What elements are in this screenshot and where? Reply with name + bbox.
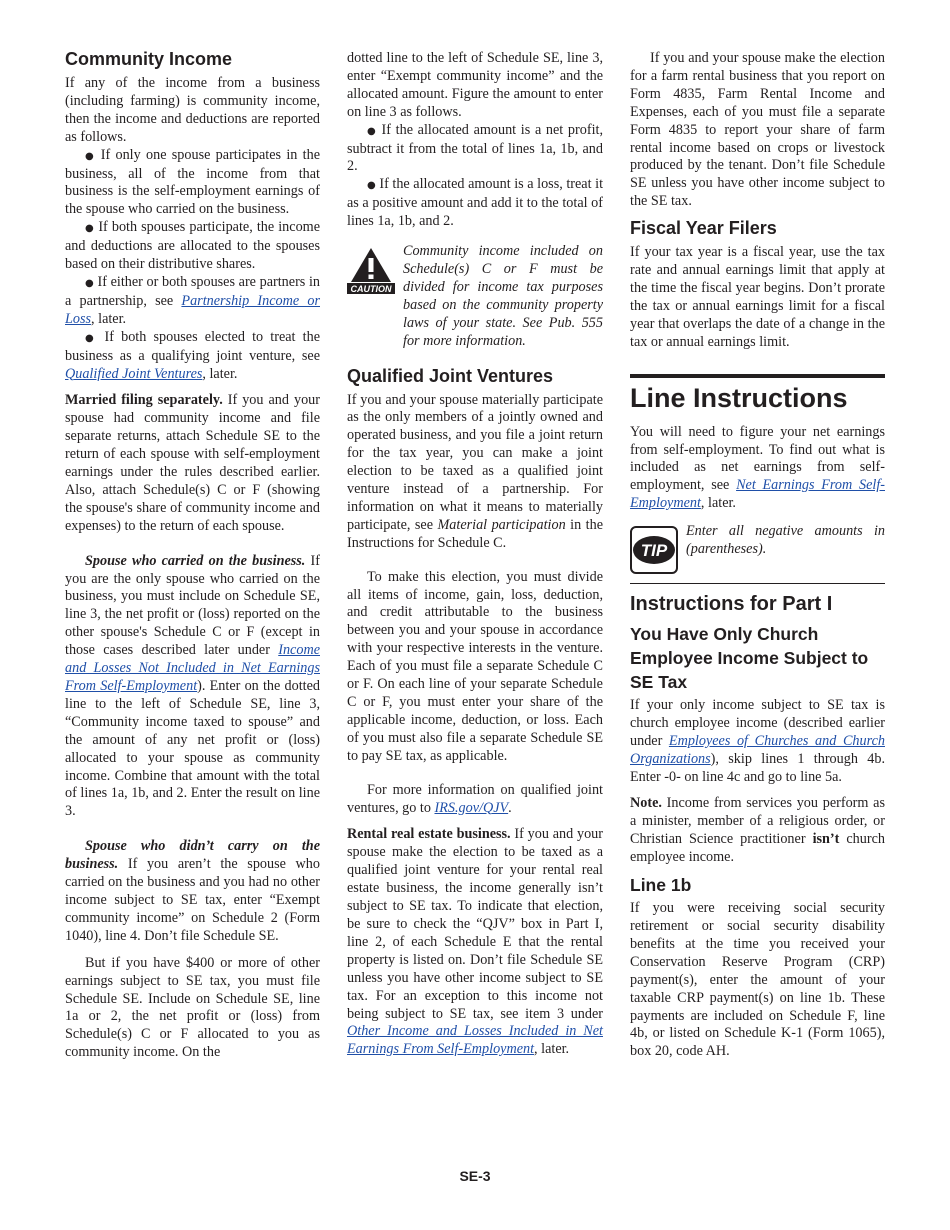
paragraph-text: , later. bbox=[534, 1041, 570, 1058]
page-number: SE-3 bbox=[459, 1168, 491, 1184]
bullet-icon: ● bbox=[85, 332, 98, 344]
bullet-text: If the allocated amount is a net profit, subtract it from the total of lines 1a, 1b, and 2. bbox=[347, 121, 603, 175]
link-other-income-and-losses[interactable]: Other Income and Losses Included in Net Earnings From Self-Employment bbox=[347, 1023, 603, 1058]
caution-callout bbox=[347, 243, 603, 350]
paragraph-spouse-didnt-carry bbox=[65, 838, 320, 945]
paragraph-text: . bbox=[508, 799, 512, 816]
bullet-text: , later. bbox=[91, 310, 127, 327]
bullet-text: If both spouses elected to treat the business as a qualifying joint venture, see bbox=[65, 328, 320, 364]
tip-icon bbox=[630, 526, 678, 580]
run-in-heading: Spouse who carried on the business. bbox=[85, 552, 306, 569]
tip-text: Enter all negative amounts in (parentheses). bbox=[686, 523, 885, 558]
paragraph-text: If you aren’t the spouse who carried on the business and you had no other income subject to SE tax, enter “Exempt community income” on Schedule 2 (Form 1040), line 4. Don’t file Schedule SE. bbox=[65, 856, 320, 944]
run-in-heading: Note. bbox=[630, 795, 662, 812]
heading-line-instructions: Line Instructions bbox=[630, 374, 885, 414]
paragraph-text: If you and your spouse had community income and file separate returns, attach Schedule SE to the return of each spouse with self-employment earnings under the rules described earlier. Also, attach Schedule(s) C or F (showing the spouse's share of community income and expenses) to the return of each spouse. bbox=[65, 392, 320, 534]
paragraph: If you were receiving social security retirement or social security disability benefits at the time you received your Conservation Reserve Program (CRP) payment(s), enter the amount of your taxable CRP payment(s) on line 1b. These payments are included on Schedule F, line 4b, or listed on Schedule K-1 (Form 1065), box 20, code AH. bbox=[630, 900, 885, 1060]
run-in-heading: Spouse who didn’t carry on the business. bbox=[65, 838, 320, 873]
paragraph-text: For more information on qualified joint ventures, go to bbox=[347, 781, 603, 816]
paragraph: If you and your spouse make the election for a farm rental business that you report on Form 4835, Farm Rental Income and Expenses, each of you must file a separate Form 4835 to report your share of farm rental income based on crops or livestock produced by the tenant. Don’t file Schedule SE unless you have other income subject to the SE tax. bbox=[630, 50, 885, 210]
bullet-text: , later. bbox=[202, 365, 238, 382]
bullet-item bbox=[347, 176, 603, 231]
paragraph bbox=[347, 392, 603, 553]
tip-label: TIP bbox=[640, 541, 668, 561]
run-in-heading: Rental real estate business. bbox=[347, 826, 511, 843]
bullet-text: If the allocated amount is a loss, treat it as a positive amount and add it to the total of lines 1a, 1b, and 2. bbox=[347, 176, 604, 230]
bullet-item bbox=[65, 274, 320, 329]
bullet-item bbox=[65, 329, 320, 384]
paragraph bbox=[630, 697, 885, 787]
bullet-item bbox=[65, 219, 320, 274]
heading-church-employee-income: You Have Only Church Employee Income Subject to SE Tax bbox=[630, 623, 869, 692]
heading-qualified-joint-ventures: Qualified Joint Ventures bbox=[347, 365, 554, 386]
paragraph-text: ). Enter on the dotted line to the left of Schedule SE, line 3, “Community income taxed to spouse” and the amount of any net profit or (loss) allocated to your spouse as community income. Combine that amount with the total of lines 1a, 1b, and 2. Enter the result on line 3. bbox=[65, 678, 320, 820]
run-in-heading: Married filing separately. bbox=[65, 392, 223, 409]
heading-line-1b: Line 1b bbox=[630, 875, 692, 896]
paragraph-text: Income from services you perform as a minister, member of a religious order, or Christian Science practitioner bbox=[630, 795, 885, 848]
paragraph: If your tax year is a fiscal year, use the tax rate and annual earnings limit that apply at the time the fiscal year begins. Don’t prorate the tax or annual earnings limit for a fiscal year that overlaps the date of a change in the tax or annual earnings limit. bbox=[630, 244, 885, 350]
column-right bbox=[630, 50, 885, 1061]
column-middle bbox=[347, 50, 603, 1059]
bullet-icon: ● bbox=[85, 223, 95, 235]
tip-callout bbox=[630, 523, 885, 559]
caution-text: Community income included on Schedule(s) C or F must be divided for income tax purposes based on the community property laws of your state. See Pub. 555 for more information. bbox=[403, 243, 603, 349]
paragraph-note bbox=[630, 795, 885, 867]
paragraph: If any of the income from a business (including farming) is community income, then the income and deductions are reported as follows. bbox=[65, 75, 320, 145]
emphasis: isn’t bbox=[812, 831, 840, 848]
paragraph-text: If your only income subject to SE tax is church employee income (described earlier under bbox=[630, 696, 885, 749]
paragraph-text: , later. bbox=[700, 495, 736, 512]
paragraph-rental-real-estate bbox=[347, 826, 603, 1059]
link-irs-qjv[interactable]: IRS.gov/QJV bbox=[434, 799, 509, 816]
link-net-earnings[interactable]: Net Earnings From Self-Employment bbox=[630, 477, 885, 512]
bullet-text: If either or both spouses are partners in a partnership, see bbox=[65, 273, 320, 309]
link-partnership-income-or-loss[interactable]: Partnership Income or Loss bbox=[65, 292, 320, 327]
heading-community-income: Community Income bbox=[65, 49, 233, 69]
heading-fiscal-year-filers: Fiscal Year Filers bbox=[630, 218, 777, 239]
paragraph-text: If you and your spouse materially participate as the only members of a jointly owned and operated business, and you file a joint return for the tax year, you can make a joint election to be taxed as a qualified joint venture instead of a partnership. For information on what it means to materially participate, see bbox=[347, 391, 603, 533]
paragraph: dotted line to the left of Schedule SE, line 3, enter “Exempt community income” and the allocated amount. Figure the amount to enter on line 3 as follows. bbox=[347, 50, 603, 120]
column-left bbox=[65, 46, 320, 1062]
link-income-losses-not-included[interactable]: Income and Losses Not Included in Net Earnings From Self-Employment bbox=[65, 642, 320, 694]
section-divider bbox=[630, 583, 885, 694]
paragraph-text: You will need to figure your net earnings from self-employment. To find out what is included as net earnings from self-employment, see bbox=[630, 423, 885, 494]
paragraph: To make this election, you must divide all items of income, gain, loss, deduction, and credit attributable to the business between you and your spouse in accordance with your respective interests in the venture. Each of you must file a separate Schedule C or F. On each line of your separate Schedule C or F, you must enter your share of the applicable income, deduction, or loss. Each of you must also file a separate Schedule SE to pay SE tax, as applicable. bbox=[347, 568, 603, 764]
heading-instructions-part-1: Instructions for Part I bbox=[630, 592, 833, 615]
caution-icon bbox=[347, 246, 395, 300]
bullet-item bbox=[347, 122, 603, 177]
bullet-icon: ● bbox=[85, 150, 96, 162]
bullet-text: If both spouses participate, the income and deductions are allocated to the spouses based on their distributive shares. bbox=[65, 219, 320, 273]
paragraph-married-filing-separately bbox=[65, 392, 320, 535]
paragraph-text: in the Instructions for Schedule C. bbox=[347, 516, 603, 551]
paragraph-text: If you are the only spouse who carried on the business, you must include on Schedule SE, line 3, the net profit or (loss) reported on the other spouse's Schedule C or F (except in those cases described later under bbox=[65, 552, 320, 659]
bullet-icon: ● bbox=[367, 180, 376, 192]
link-employees-of-churches[interactable]: Employees of Churches and Church Organizations bbox=[630, 732, 885, 767]
paragraph-text: church employee income. bbox=[630, 831, 885, 866]
italic-reference: Material participation bbox=[437, 516, 566, 533]
link-qualified-joint-ventures[interactable]: Qualified Joint Ventures bbox=[65, 365, 203, 382]
bullet-text: If only one spouse participates in the business, all of the income from that business is the self-employment earnings of the spouse who carried on the business. bbox=[65, 146, 320, 218]
paragraph-text: If you and your spouse make the election to be taxed as a qualified joint venture for your rental real estate business, the income generally isn’t subject to SE tax. To indicate that election, be sure to check the “QJV” box in Part I, line 2, of each Schedule E that the rental property is listed on. Don’t file Schedule SE unless you have other income subject to SE tax. For an exception to this income not being subject to SE tax, see item 3 under bbox=[347, 826, 603, 1022]
paragraph-text: ), skip lines 1 through 4b. Enter -0- on line 4c and go to line 5a. bbox=[630, 750, 885, 785]
bullet-icon: ● bbox=[367, 125, 377, 137]
bullet-item bbox=[65, 147, 320, 220]
paragraph-spouse-carried bbox=[65, 553, 320, 822]
paragraph bbox=[630, 424, 885, 514]
paragraph: But if you have $400 or more of other earnings subject to SE tax, you must file Schedule SE. Include on Schedule SE, line 1a or 2, the net profit or (loss) from Schedule(s) C or F allocated to you as community income. On the bbox=[65, 954, 320, 1061]
paragraph bbox=[347, 782, 603, 818]
bullet-icon: ● bbox=[85, 277, 94, 289]
caution-label: CAUTION bbox=[350, 284, 392, 295]
